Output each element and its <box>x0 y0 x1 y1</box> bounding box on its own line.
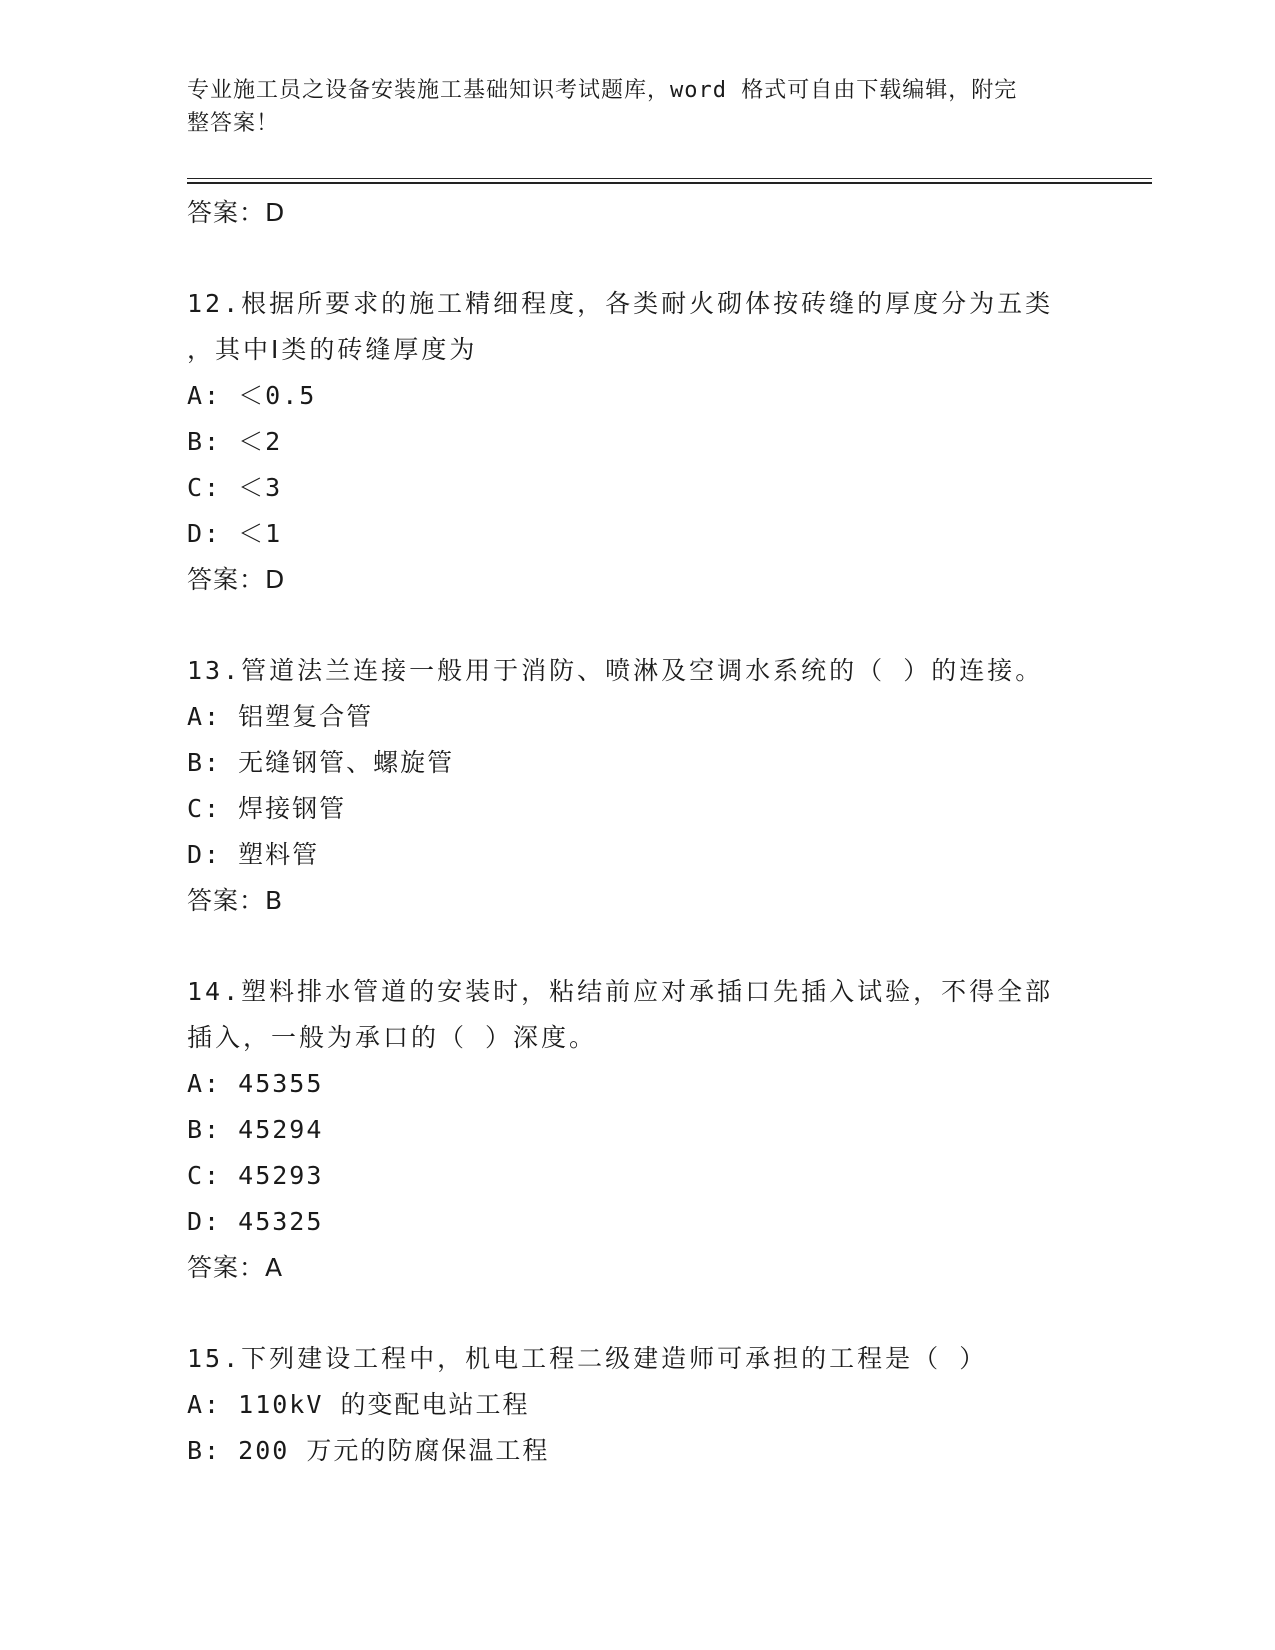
option-d: D: 45325 <box>187 1207 324 1236</box>
spacer <box>187 603 1087 648</box>
option-c: C: ＜3 <box>187 473 283 502</box>
answer-line: 答案：A <box>187 1253 284 1282</box>
option-d: D: 塑料管 <box>187 840 320 869</box>
document-header <box>187 74 1067 140</box>
option-b: B: ＜2 <box>187 427 283 456</box>
question-block-12 <box>187 281 1087 603</box>
header-line-2: 整答案！ <box>187 111 280 136</box>
question-text <box>187 648 1087 694</box>
option-a: A: 45355 <box>187 1069 324 1098</box>
option-a: A: 110kV 的变配电站工程 <box>187 1390 530 1419</box>
option-c: C: 焊接钢管 <box>187 794 347 823</box>
option-b: B: 200 万元的防腐保温工程 <box>187 1436 550 1465</box>
spacer <box>187 236 1087 281</box>
spacer <box>187 1291 1087 1336</box>
question-line: ，其中Ⅰ类的砖缝厚度为 <box>187 335 478 364</box>
previous-answer: 答案：D <box>187 198 286 227</box>
question-line: 15.下列建设工程中，机电工程二级建造师可承担的工程是（ ） <box>187 1344 988 1373</box>
question-block-15 <box>187 1336 1087 1474</box>
option-b: B: 45294 <box>187 1115 324 1144</box>
question-line: 12.根据所要求的施工精细程度，各类耐火砌体按砖缝的厚度分为五类 <box>187 289 1054 318</box>
question-block-13 <box>187 648 1087 924</box>
option-a: A: 铝塑复合管 <box>187 702 374 731</box>
answer-line: 答案：B <box>187 886 284 915</box>
option-c: C: 45293 <box>187 1161 324 1190</box>
question-line: 插入，一般为承口的（ ）深度。 <box>187 1023 598 1052</box>
header-divider-thick <box>187 182 1152 184</box>
question-line: 13.管道法兰连接一般用于消防、喷淋及空调水系统的（ ）的连接。 <box>187 656 1044 685</box>
answer-line: 答案：D <box>187 565 286 594</box>
option-b: B: 无缝钢管、螺旋管 <box>187 748 455 777</box>
question-text <box>187 969 1087 1061</box>
spacer <box>187 924 1087 969</box>
header-line-1: 专业施工员之设备安装施工基础知识考试题库，word 格式可自由下载编辑，附完 <box>187 78 1018 103</box>
question-text <box>187 281 1087 373</box>
question-block-14 <box>187 969 1087 1291</box>
question-list <box>187 190 1087 1474</box>
option-a: A: ＜0.5 <box>187 381 317 410</box>
header-divider-thin <box>187 178 1152 179</box>
question-text <box>187 1336 1087 1382</box>
option-d: D: ＜1 <box>187 519 283 548</box>
question-line: 14.塑料排水管道的安装时，粘结前应对承插口先插入试验，不得全部 <box>187 977 1054 1006</box>
